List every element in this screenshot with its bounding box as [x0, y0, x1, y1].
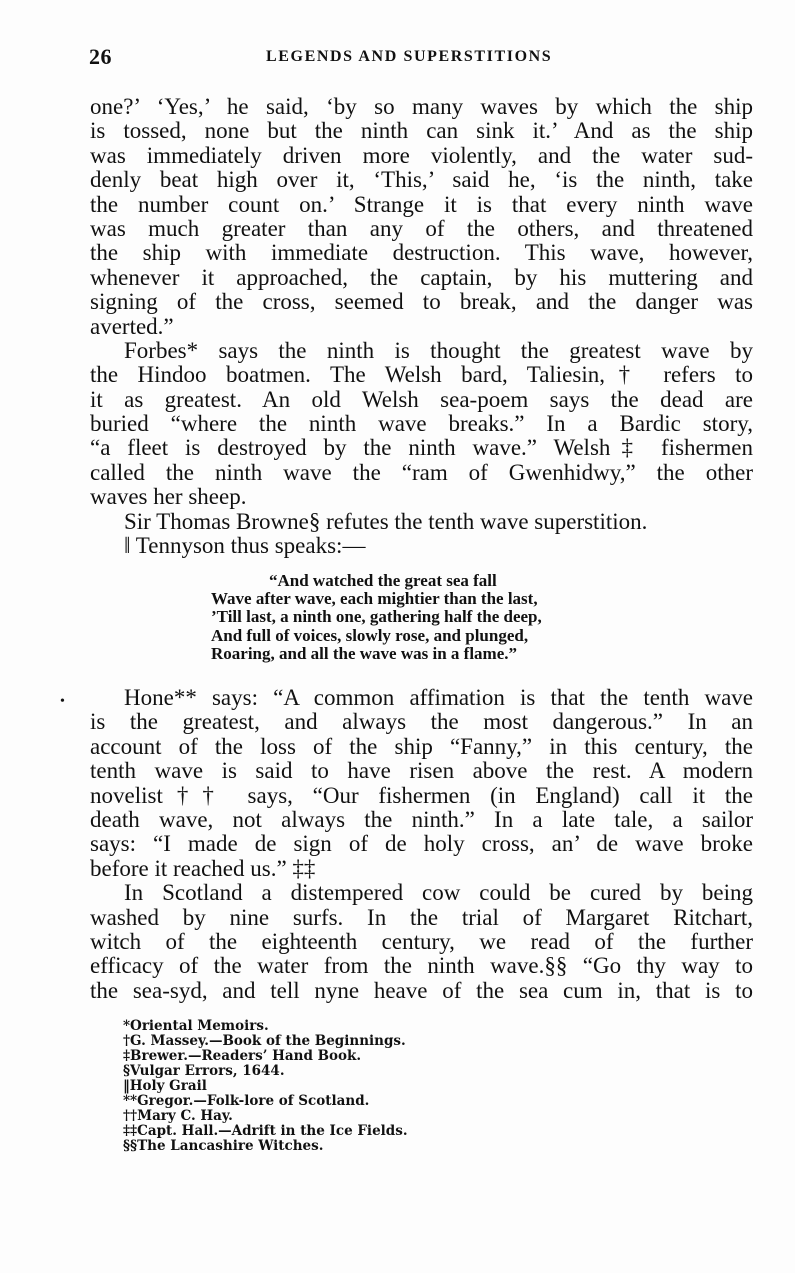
text-line: one?’ ‘Yes,’ he said, ‘by so many waves by which the ship [90, 94, 753, 119]
text-line: account of the loss of the ship “Fanny,” in this century, the [90, 733, 753, 759]
text-line: In Scotland a distempered cow could be cured by being [124, 880, 753, 906]
poem-verse: And full of voices, slowly rose, and plunged, [211, 625, 529, 645]
text-line: denly beat high over it, ‘This,’ said he, ‘is the ninth, take [90, 167, 753, 193]
footnote: ‡‡Capt. Hall.—Adrift in the Ice Fields. [123, 1123, 408, 1139]
poem-verse: ’Till last, a ninth one, gathering half the deep, [211, 607, 542, 627]
text-line: death wave, not always the ninth.” In a late tale, a sailor [90, 806, 753, 832]
margin-mark: • [60, 694, 65, 709]
footnote: §§The Lancashire Witches. [123, 1138, 324, 1154]
page-header [89, 44, 754, 74]
paragraph-scotland [90, 881, 753, 1003]
footnote: **Gregor.—Folk-lore of Scotland. [123, 1093, 370, 1109]
poem-verse: “And watched the great sea fall [269, 571, 497, 590]
text-line: it as greatest. An old Welsh sea-poem says the dead are [90, 386, 753, 412]
text-line: before it reached us.” ‡‡ [90, 855, 316, 881]
footnote: ‖Holy Grail [123, 1078, 207, 1094]
footnotes [123, 1019, 523, 1154]
text-line: was much greater than any of the others, and threatened [90, 215, 753, 241]
text-line: the Hindoo boatmen. The Welsh bard, Taliesin,† refers to [90, 362, 753, 388]
text-line: the number count on.’ Strange it is that every ninth wave [90, 191, 753, 217]
text-line: is tossed, none but the ninth can sink it.’ And as the ship [90, 118, 753, 144]
text-line: the sea-syd, and tell nyne heave of the sea cum in, that is to [90, 977, 753, 1003]
paragraph-browne [90, 510, 753, 534]
poem-verse: Wave after wave, each mightier than the last, [211, 589, 538, 609]
text-line: Forbes* says the ninth is thought the greatest wave by [124, 337, 753, 363]
text-line: called the ninth wave the “ram of Gwenhidwy,” the other [90, 459, 753, 485]
text-line: the ship with immediate destruction. This wave, however, [90, 240, 753, 266]
paragraph-tennyson-intro [90, 534, 753, 558]
text-line: was immediately driven more violently, and the water sud- [90, 142, 753, 168]
running-title: LEGENDS AND SUPERSTITIONS [266, 48, 553, 65]
text-line: signing of the cross, seemed to break, and the danger was [90, 289, 753, 315]
paragraph-forbes [90, 339, 753, 510]
body-text-lower [90, 686, 753, 1003]
text-line: Sir Thomas Browne§ refutes the tenth wave superstition. [124, 508, 648, 534]
text-line: says: “I made de sign of de holy cross, an’ de wave broke [90, 831, 753, 857]
footnote: ‡Brewer.—Readers’ Hand Book. [123, 1048, 362, 1064]
paragraph-hone [90, 686, 753, 881]
text-line: Hone** says: “A common affimation is that the tenth wave [124, 685, 753, 710]
text-line: novelist†† says, “Our fishermen (in England) call it the [90, 782, 753, 808]
poem-quotation [211, 572, 641, 663]
footnote: †G. Massey.—Book of the Beginnings. [123, 1033, 406, 1049]
text-line: is the greatest, and always the most dangerous.” In an [90, 709, 753, 735]
body-text-upper [90, 95, 753, 558]
footnote: §Vulgar Errors, 1644. [123, 1063, 285, 1079]
text-line: waves her sheep. [90, 484, 247, 510]
text-line: averted.” [90, 313, 174, 339]
text-line: buried “where the ninth wave breaks.” In a Bardic story, [90, 411, 753, 437]
text-line: tenth wave is said to have risen above the rest. A modern [90, 758, 753, 784]
footnote: ††Mary C. Hay. [123, 1108, 233, 1124]
text-line: whenever it approached, the captain, by his muttering and [90, 264, 753, 290]
text-line: washed by nine surfs. In the trial of Margaret Ritchart, [90, 904, 753, 930]
page-number: 26 [89, 44, 112, 69]
footnote: *Oriental Memoirs. [123, 1018, 269, 1034]
poem-verse: Roaring, and all the wave was in a flame.” [211, 643, 517, 663]
text-line: efficacy of the water from the ninth wave.§§ “Go thy way to [90, 953, 753, 979]
text-line: witch of the eighteenth century, we read of the further [90, 928, 753, 954]
paragraph-ship-continuation [90, 95, 753, 339]
text-line: “a fleet is destroyed by the ninth wave.” Welsh‡ fishermen [90, 435, 753, 461]
text-line: ‖ Tennyson thus speaks:— [124, 533, 366, 559]
